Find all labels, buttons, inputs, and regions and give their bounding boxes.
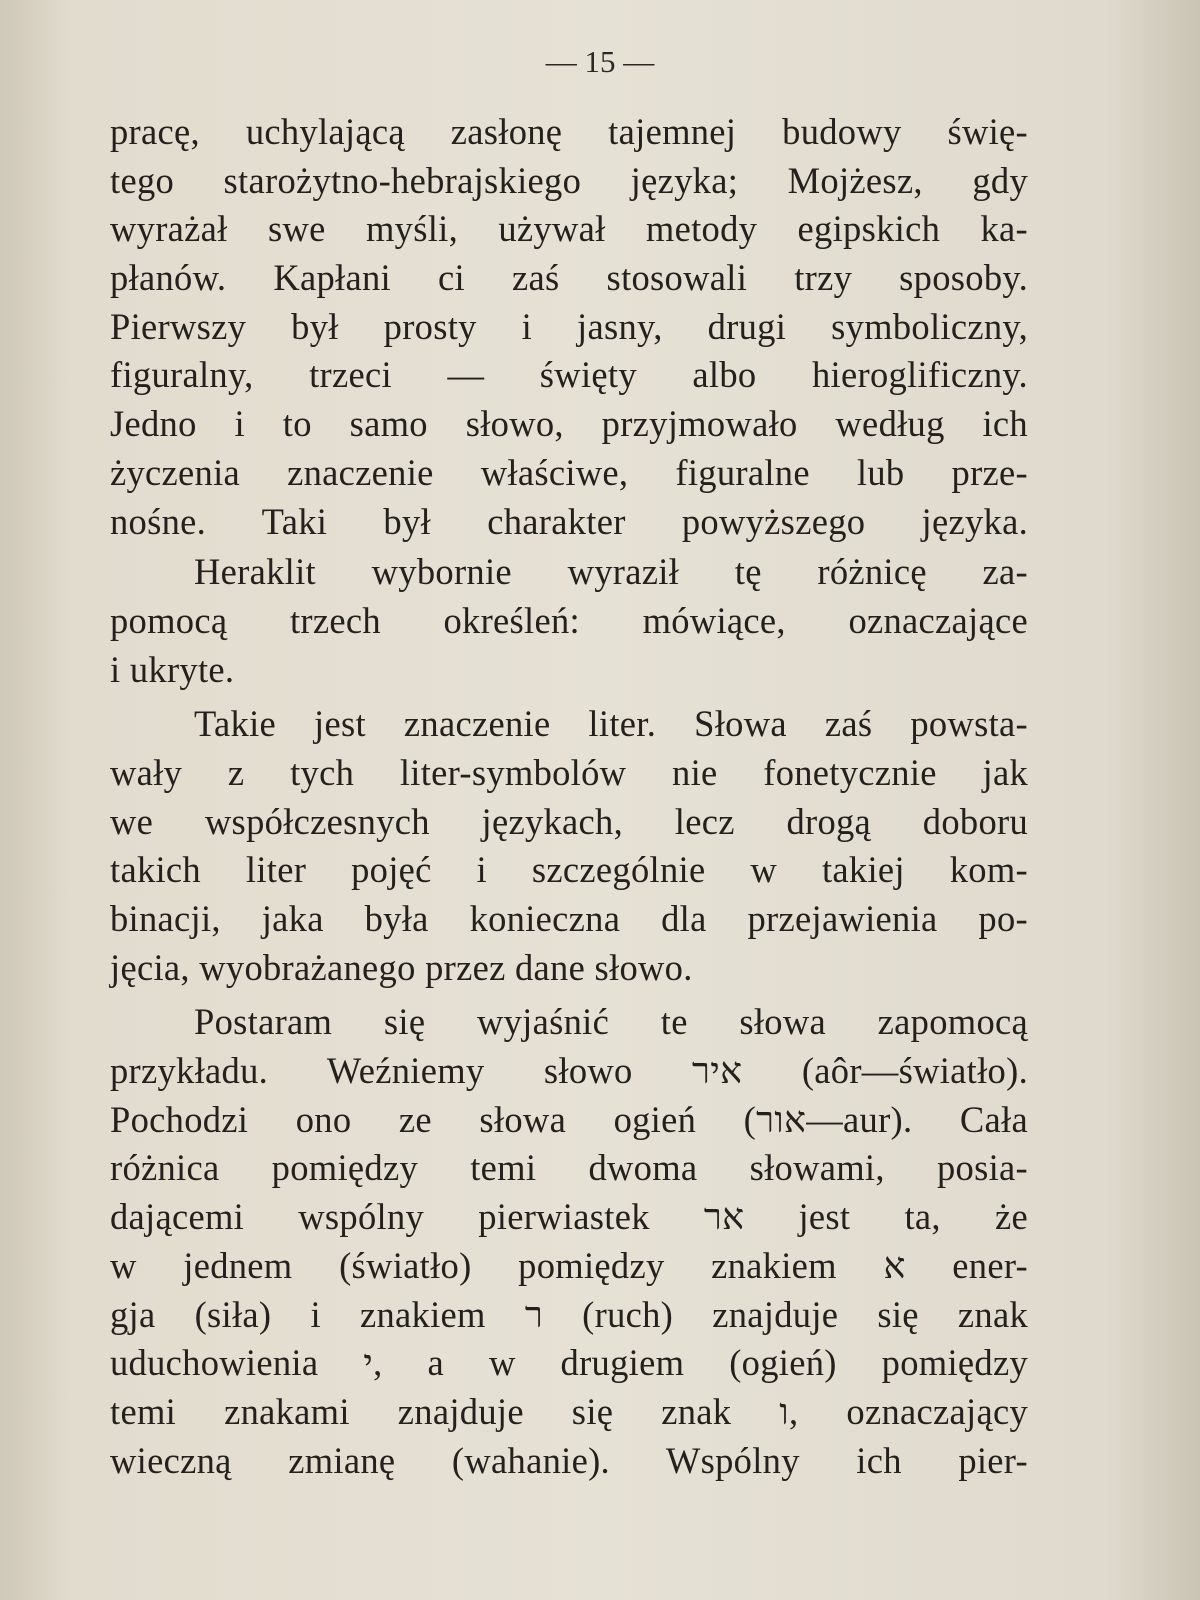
text-line: w jednem (światło) pomiędzy znakiem א ener- xyxy=(110,1244,1029,1286)
paragraph-3 xyxy=(110,700,1028,992)
text-line: takich liter pojęć i szczególnie w takiej kom- xyxy=(110,849,1028,891)
text-line: Jedno i to samo słowo, przyjmowało według ich xyxy=(110,403,1028,445)
text-line: dającemi wspólny pierwiastek אר jest ta, że xyxy=(110,1196,1028,1238)
text-line: pomocą trzech określeń: mówiące, oznaczające xyxy=(110,599,1028,641)
text-line: jęcia, wyobrażanego przez dane słowo. xyxy=(110,946,693,988)
text-line: wieczną zmianę (wahanie). Wspólny ich pier- xyxy=(110,1439,1028,1481)
paragraph-2 xyxy=(110,548,1028,694)
paragraph-1 xyxy=(110,108,1028,546)
text-line: pracę, uchylającą zasłonę tajemnej budowy świę- xyxy=(110,111,1028,152)
text-line: Pochodzi ono ze słowa ogień (אור—aur). Cała xyxy=(110,1098,1028,1140)
text-line: we współczesnych językach, lecz drogą doboru xyxy=(110,800,1028,842)
text-line: życzenia znaczenie właściwe, figuralne lub prze- xyxy=(110,451,1028,493)
text-line: Takie jest znaczenie liter. Słowa zaś powsta- xyxy=(194,703,1028,745)
paragraph-4 xyxy=(110,998,1028,1485)
text-line: gja (siła) i znakiem ר (ruch) znajduje się znak xyxy=(110,1293,1028,1335)
page-number: — 15 — xyxy=(545,44,655,79)
text-line: Heraklit wybornie wyraził tę różnicę za- xyxy=(194,551,1028,593)
text-line: temi znakami znajduje się znak ו, oznaczający xyxy=(110,1390,1028,1432)
text-line: Postaram się wyjaśnić te słowa zapomocą xyxy=(194,1001,1028,1043)
text-line: Pierwszy był prosty i jasny, drugi symboliczny, xyxy=(110,305,1028,347)
text-line: binacji, jaka była konieczna dla przejawienia po- xyxy=(110,898,1028,939)
text-line: figuralny, trzeci — święty albo hieroglificzny. xyxy=(110,354,1028,396)
body-text xyxy=(110,108,1028,1485)
text-line: wyrażał swe myśli, używał metody egipskich ka- xyxy=(110,208,1028,250)
text-line: wały z tych liter-symbolów nie fonetycznie jak xyxy=(110,751,1028,793)
text-line: i ukryte. xyxy=(110,648,235,690)
text-line: różnica pomiędzy temi dwoma słowami, posia- xyxy=(110,1147,1028,1189)
text-line: uduchowienia י, a w drugiem (ogień) pomiędzy xyxy=(110,1342,1028,1384)
text-line: nośne. Taki był charakter powyższego języka. xyxy=(110,500,1028,542)
text-line: tego starożytno-hebrajskiego języka; Mojżesz, gdy xyxy=(110,159,1028,201)
text-line: przykładu. Weźniemy słowo איר (aôr—światło). xyxy=(110,1050,1028,1092)
text-line: płanów. Kapłani ci zaś stosowali trzy sposoby. xyxy=(110,257,1028,299)
